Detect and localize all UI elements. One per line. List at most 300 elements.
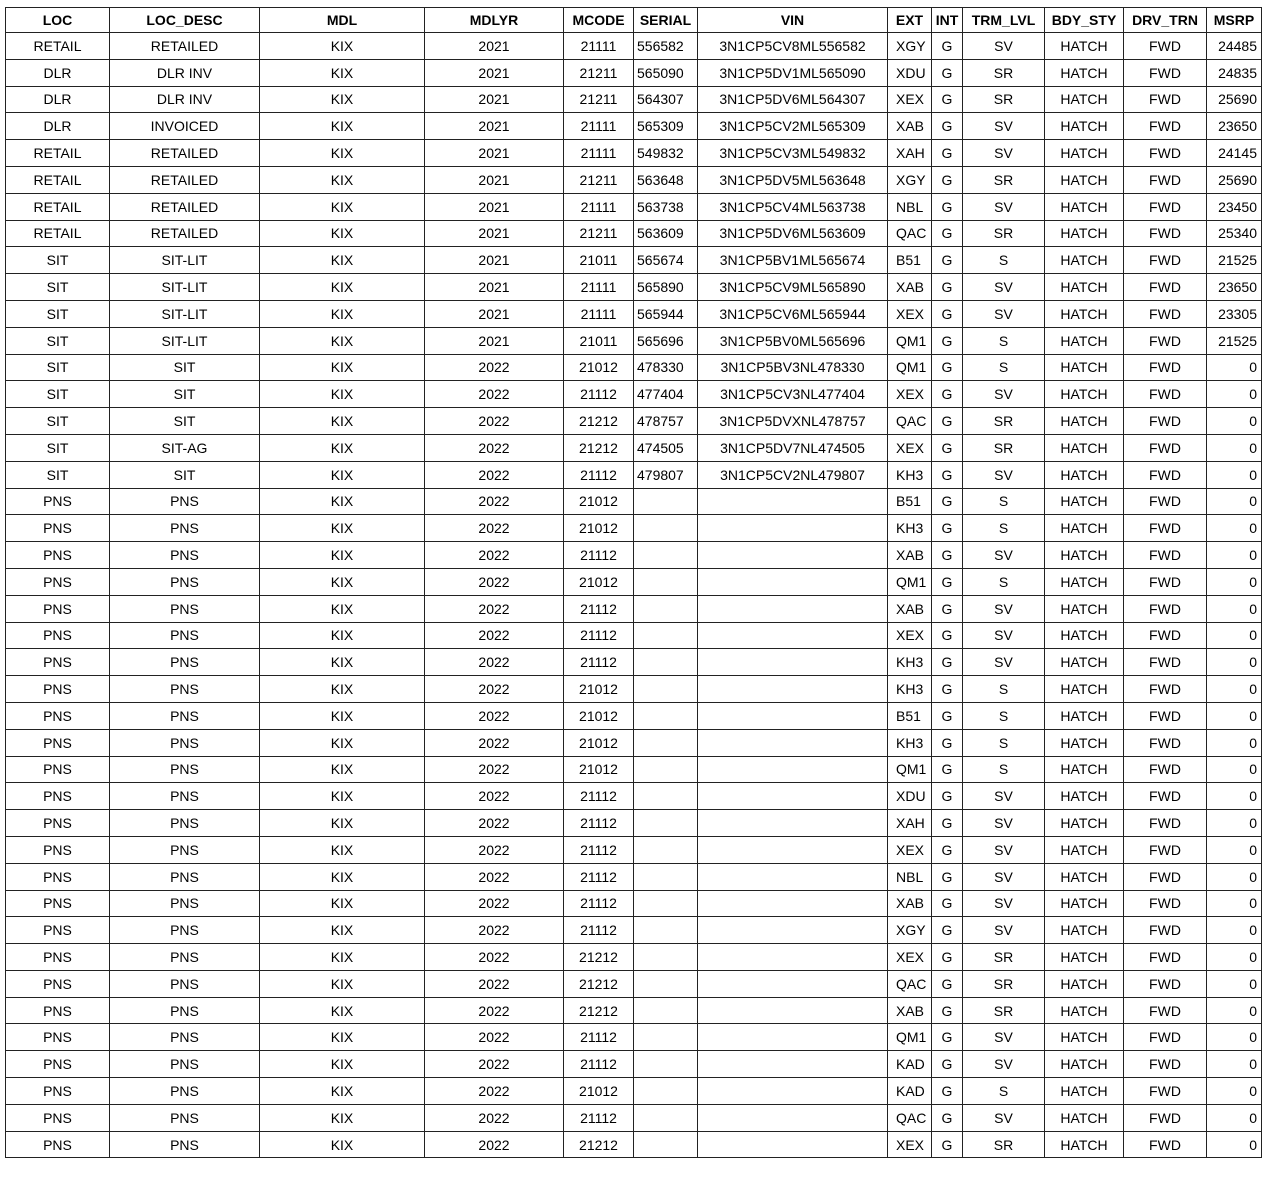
cell-int: G xyxy=(932,997,963,1024)
cell-trm-lvl: SR xyxy=(963,1131,1045,1158)
cell-bdy-sty: HATCH xyxy=(1045,59,1124,86)
cell-int: G xyxy=(932,944,963,971)
cell-ext: QM1 xyxy=(888,327,932,354)
table-row xyxy=(6,997,1262,1024)
cell-loc: DLR xyxy=(6,86,110,113)
cell-trm-lvl: SR xyxy=(963,86,1045,113)
table-row xyxy=(6,702,1262,729)
cell-int: G xyxy=(932,354,963,381)
table-row xyxy=(6,434,1262,461)
cell-loc-desc: PNS xyxy=(110,702,260,729)
cell-trm-lvl: SR xyxy=(963,408,1045,435)
cell-mcode: 21112 xyxy=(564,1051,634,1078)
cell-int: G xyxy=(932,381,963,408)
cell-mdl: KIX xyxy=(260,810,425,837)
cell-vin: 3N1CP5BV0ML565696 xyxy=(698,327,888,354)
cell-msrp: 24835 xyxy=(1207,59,1262,86)
cell-mcode: 21212 xyxy=(564,944,634,971)
cell-ext: XGY xyxy=(888,917,932,944)
cell-int: G xyxy=(932,166,963,193)
cell-drv-trn: FWD xyxy=(1124,917,1207,944)
cell-bdy-sty: HATCH xyxy=(1045,1024,1124,1051)
cell-drv-trn: FWD xyxy=(1124,1131,1207,1158)
cell-ext: QAC xyxy=(888,970,932,997)
cell-drv-trn: FWD xyxy=(1124,274,1207,301)
cell-serial xyxy=(634,676,698,703)
cell-mdl: KIX xyxy=(260,1078,425,1105)
column-header-msrp: MSRP xyxy=(1207,8,1262,33)
cell-mcode: 21112 xyxy=(564,783,634,810)
cell-mcode: 21212 xyxy=(564,970,634,997)
cell-loc-desc: SIT xyxy=(110,461,260,488)
cell-int: G xyxy=(932,274,963,301)
cell-mdlyr: 2021 xyxy=(425,86,564,113)
cell-mdl: KIX xyxy=(260,622,425,649)
cell-msrp: 0 xyxy=(1207,863,1262,890)
cell-vin xyxy=(698,917,888,944)
cell-serial xyxy=(634,702,698,729)
cell-mdlyr: 2021 xyxy=(425,140,564,167)
column-header-mcode: MCODE xyxy=(564,8,634,33)
cell-mcode: 21012 xyxy=(564,676,634,703)
cell-mcode: 21212 xyxy=(564,408,634,435)
cell-loc-desc: PNS xyxy=(110,515,260,542)
cell-loc: PNS xyxy=(6,515,110,542)
cell-mcode: 21111 xyxy=(564,274,634,301)
cell-mdl: KIX xyxy=(260,86,425,113)
cell-loc: RETAIL xyxy=(6,220,110,247)
cell-trm-lvl: S xyxy=(963,1078,1045,1105)
cell-mdlyr: 2022 xyxy=(425,622,564,649)
cell-int: G xyxy=(932,1051,963,1078)
cell-msrp: 0 xyxy=(1207,836,1262,863)
cell-ext: XAB xyxy=(888,542,932,569)
cell-loc-desc: INVOICED xyxy=(110,113,260,140)
cell-loc: PNS xyxy=(6,568,110,595)
cell-serial: 478757 xyxy=(634,408,698,435)
cell-loc: PNS xyxy=(6,783,110,810)
cell-loc-desc: SIT xyxy=(110,408,260,435)
column-header-loc-desc: LOC_DESC xyxy=(110,8,260,33)
cell-bdy-sty: HATCH xyxy=(1045,220,1124,247)
cell-drv-trn: FWD xyxy=(1124,568,1207,595)
cell-trm-lvl: S xyxy=(963,354,1045,381)
cell-loc: RETAIL xyxy=(6,33,110,60)
cell-trm-lvl: SV xyxy=(963,863,1045,890)
cell-serial xyxy=(634,595,698,622)
table-row xyxy=(6,327,1262,354)
cell-ext: XGY xyxy=(888,33,932,60)
cell-int: G xyxy=(932,515,963,542)
cell-vin xyxy=(698,729,888,756)
cell-loc-desc: PNS xyxy=(110,1131,260,1158)
table-row xyxy=(6,595,1262,622)
cell-mdl: KIX xyxy=(260,193,425,220)
cell-loc: PNS xyxy=(6,622,110,649)
cell-serial: 563738 xyxy=(634,193,698,220)
cell-serial: 474505 xyxy=(634,434,698,461)
cell-mdlyr: 2022 xyxy=(425,488,564,515)
cell-msrp: 0 xyxy=(1207,997,1262,1024)
cell-ext: XEX xyxy=(888,300,932,327)
cell-loc-desc: PNS xyxy=(110,1051,260,1078)
cell-ext: B51 xyxy=(888,247,932,274)
cell-bdy-sty: HATCH xyxy=(1045,836,1124,863)
cell-drv-trn: FWD xyxy=(1124,1104,1207,1131)
cell-mdl: KIX xyxy=(260,434,425,461)
cell-loc-desc: PNS xyxy=(110,836,260,863)
cell-mdl: KIX xyxy=(260,381,425,408)
cell-drv-trn: FWD xyxy=(1124,1078,1207,1105)
cell-loc-desc: RETAILED xyxy=(110,33,260,60)
cell-int: G xyxy=(932,756,963,783)
cell-loc-desc: SIT-LIT xyxy=(110,327,260,354)
cell-bdy-sty: HATCH xyxy=(1045,542,1124,569)
cell-ext: XEX xyxy=(888,381,932,408)
cell-msrp: 21525 xyxy=(1207,327,1262,354)
cell-mcode: 21111 xyxy=(564,33,634,60)
cell-trm-lvl: SR xyxy=(963,434,1045,461)
cell-loc-desc: PNS xyxy=(110,729,260,756)
cell-vin xyxy=(698,622,888,649)
cell-int: G xyxy=(932,702,963,729)
cell-drv-trn: FWD xyxy=(1124,86,1207,113)
cell-msrp: 0 xyxy=(1207,542,1262,569)
cell-drv-trn: FWD xyxy=(1124,756,1207,783)
cell-mcode: 21112 xyxy=(564,917,634,944)
cell-mdlyr: 2022 xyxy=(425,863,564,890)
cell-mdl: KIX xyxy=(260,113,425,140)
cell-loc: PNS xyxy=(6,890,110,917)
cell-bdy-sty: HATCH xyxy=(1045,890,1124,917)
cell-ext: KH3 xyxy=(888,649,932,676)
cell-vin: 3N1CP5DV5ML563648 xyxy=(698,166,888,193)
cell-loc: SIT xyxy=(6,274,110,301)
cell-ext: B51 xyxy=(888,488,932,515)
cell-mdl: KIX xyxy=(260,33,425,60)
cell-mdl: KIX xyxy=(260,970,425,997)
cell-mcode: 21012 xyxy=(564,1078,634,1105)
cell-loc: PNS xyxy=(6,917,110,944)
cell-loc-desc: PNS xyxy=(110,1024,260,1051)
cell-mcode: 21111 xyxy=(564,300,634,327)
cell-mcode: 21112 xyxy=(564,649,634,676)
cell-loc-desc: DLR INV xyxy=(110,59,260,86)
cell-msrp: 0 xyxy=(1207,810,1262,837)
cell-drv-trn: FWD xyxy=(1124,33,1207,60)
cell-vin: 3N1CP5CV6ML565944 xyxy=(698,300,888,327)
cell-msrp: 0 xyxy=(1207,729,1262,756)
cell-msrp: 0 xyxy=(1207,702,1262,729)
cell-vin: 3N1CP5CV3NL477404 xyxy=(698,381,888,408)
cell-trm-lvl: SV xyxy=(963,461,1045,488)
cell-serial xyxy=(634,649,698,676)
cell-ext: XAH xyxy=(888,810,932,837)
cell-loc-desc: PNS xyxy=(110,863,260,890)
cell-trm-lvl: S xyxy=(963,568,1045,595)
cell-loc: PNS xyxy=(6,1024,110,1051)
cell-loc-desc: RETAILED xyxy=(110,166,260,193)
cell-serial xyxy=(634,542,698,569)
table-row xyxy=(6,836,1262,863)
cell-mdl: KIX xyxy=(260,354,425,381)
cell-trm-lvl: SR xyxy=(963,59,1045,86)
cell-mdlyr: 2022 xyxy=(425,970,564,997)
cell-loc-desc: DLR INV xyxy=(110,86,260,113)
cell-ext: XEX xyxy=(888,836,932,863)
cell-trm-lvl: SV xyxy=(963,595,1045,622)
cell-trm-lvl: S xyxy=(963,515,1045,542)
cell-loc: DLR xyxy=(6,59,110,86)
cell-mdlyr: 2021 xyxy=(425,33,564,60)
cell-int: G xyxy=(932,434,963,461)
cell-ext: XEX xyxy=(888,622,932,649)
cell-ext: QM1 xyxy=(888,1024,932,1051)
cell-serial: 556582 xyxy=(634,33,698,60)
cell-bdy-sty: HATCH xyxy=(1045,86,1124,113)
cell-bdy-sty: HATCH xyxy=(1045,274,1124,301)
table-row xyxy=(6,1078,1262,1105)
cell-int: G xyxy=(932,247,963,274)
cell-mcode: 21112 xyxy=(564,461,634,488)
cell-mdl: KIX xyxy=(260,1104,425,1131)
cell-drv-trn: FWD xyxy=(1124,783,1207,810)
table-row xyxy=(6,140,1262,167)
cell-int: G xyxy=(932,836,963,863)
cell-drv-trn: FWD xyxy=(1124,488,1207,515)
cell-mdlyr: 2022 xyxy=(425,595,564,622)
cell-mcode: 21211 xyxy=(564,59,634,86)
cell-mcode: 21111 xyxy=(564,140,634,167)
cell-vin xyxy=(698,542,888,569)
table-row xyxy=(6,193,1262,220)
cell-ext: KAD xyxy=(888,1078,932,1105)
cell-vin: 3N1CP5CV8ML556582 xyxy=(698,33,888,60)
cell-msrp: 0 xyxy=(1207,515,1262,542)
cell-mdl: KIX xyxy=(260,1024,425,1051)
cell-int: G xyxy=(932,783,963,810)
cell-mdl: KIX xyxy=(260,917,425,944)
cell-mcode: 21012 xyxy=(564,568,634,595)
cell-int: G xyxy=(932,917,963,944)
cell-mcode: 21112 xyxy=(564,890,634,917)
inventory-table xyxy=(5,7,1262,1158)
cell-drv-trn: FWD xyxy=(1124,59,1207,86)
cell-msrp: 25340 xyxy=(1207,220,1262,247)
cell-mdl: KIX xyxy=(260,729,425,756)
cell-loc: PNS xyxy=(6,542,110,569)
cell-loc-desc: RETAILED xyxy=(110,220,260,247)
cell-serial xyxy=(634,890,698,917)
cell-loc-desc: PNS xyxy=(110,1078,260,1105)
cell-bdy-sty: HATCH xyxy=(1045,193,1124,220)
cell-bdy-sty: HATCH xyxy=(1045,756,1124,783)
cell-ext: XEX xyxy=(888,944,932,971)
cell-serial xyxy=(634,1104,698,1131)
cell-loc-desc: PNS xyxy=(110,783,260,810)
cell-mdl: KIX xyxy=(260,676,425,703)
cell-mdl: KIX xyxy=(260,220,425,247)
cell-vin xyxy=(698,863,888,890)
cell-vin: 3N1CP5CV2NL479807 xyxy=(698,461,888,488)
cell-loc-desc: PNS xyxy=(110,756,260,783)
cell-loc: SIT xyxy=(6,434,110,461)
cell-mcode: 21012 xyxy=(564,488,634,515)
cell-bdy-sty: HATCH xyxy=(1045,1131,1124,1158)
table-row xyxy=(6,568,1262,595)
cell-loc: RETAIL xyxy=(6,140,110,167)
cell-int: G xyxy=(932,595,963,622)
cell-drv-trn: FWD xyxy=(1124,220,1207,247)
cell-mcode: 21211 xyxy=(564,166,634,193)
cell-msrp: 0 xyxy=(1207,568,1262,595)
cell-vin xyxy=(698,1051,888,1078)
cell-serial xyxy=(634,515,698,542)
column-header-mdl: MDL xyxy=(260,8,425,33)
cell-trm-lvl: SV xyxy=(963,1024,1045,1051)
cell-vin xyxy=(698,1024,888,1051)
column-header-serial: SERIAL xyxy=(634,8,698,33)
cell-mdlyr: 2022 xyxy=(425,1104,564,1131)
cell-msrp: 0 xyxy=(1207,1104,1262,1131)
cell-serial xyxy=(634,863,698,890)
cell-vin xyxy=(698,890,888,917)
cell-int: G xyxy=(932,568,963,595)
cell-mdl: KIX xyxy=(260,890,425,917)
cell-ext: XAB xyxy=(888,274,932,301)
table-row xyxy=(6,729,1262,756)
cell-trm-lvl: SR xyxy=(963,166,1045,193)
cell-msrp: 24145 xyxy=(1207,140,1262,167)
column-header-mdlyr: MDLYR xyxy=(425,8,564,33)
cell-serial xyxy=(634,997,698,1024)
cell-mdl: KIX xyxy=(260,756,425,783)
cell-bdy-sty: HATCH xyxy=(1045,1051,1124,1078)
column-header-int: INT xyxy=(932,8,963,33)
cell-drv-trn: FWD xyxy=(1124,381,1207,408)
cell-msrp: 0 xyxy=(1207,917,1262,944)
table-row xyxy=(6,1104,1262,1131)
cell-bdy-sty: HATCH xyxy=(1045,810,1124,837)
cell-mdlyr: 2022 xyxy=(425,515,564,542)
cell-msrp: 0 xyxy=(1207,756,1262,783)
table-row xyxy=(6,1131,1262,1158)
cell-drv-trn: FWD xyxy=(1124,944,1207,971)
cell-vin xyxy=(698,997,888,1024)
cell-mdlyr: 2022 xyxy=(425,729,564,756)
cell-mdl: KIX xyxy=(260,863,425,890)
cell-serial xyxy=(634,1024,698,1051)
cell-drv-trn: FWD xyxy=(1124,836,1207,863)
cell-vin xyxy=(698,488,888,515)
cell-int: G xyxy=(932,1078,963,1105)
column-header-loc: LOC xyxy=(6,8,110,33)
cell-loc: PNS xyxy=(6,810,110,837)
cell-loc: RETAIL xyxy=(6,193,110,220)
cell-mdl: KIX xyxy=(260,247,425,274)
cell-trm-lvl: S xyxy=(963,729,1045,756)
cell-loc: RETAIL xyxy=(6,166,110,193)
cell-bdy-sty: HATCH xyxy=(1045,408,1124,435)
table-row xyxy=(6,166,1262,193)
cell-ext: XEX xyxy=(888,434,932,461)
cell-vin: 3N1CP5DV6ML563609 xyxy=(698,220,888,247)
table-body xyxy=(6,33,1262,1158)
cell-serial: 564307 xyxy=(634,86,698,113)
cell-loc: PNS xyxy=(6,676,110,703)
cell-bdy-sty: HATCH xyxy=(1045,568,1124,595)
cell-trm-lvl: SV xyxy=(963,836,1045,863)
cell-bdy-sty: HATCH xyxy=(1045,783,1124,810)
cell-trm-lvl: SR xyxy=(963,944,1045,971)
cell-ext: XAB xyxy=(888,890,932,917)
cell-msrp: 0 xyxy=(1207,890,1262,917)
cell-mcode: 21111 xyxy=(564,193,634,220)
cell-drv-trn: FWD xyxy=(1124,810,1207,837)
table-row xyxy=(6,381,1262,408)
cell-int: G xyxy=(932,59,963,86)
cell-mdl: KIX xyxy=(260,702,425,729)
cell-ext: XDU xyxy=(888,59,932,86)
cell-mdlyr: 2022 xyxy=(425,1024,564,1051)
cell-vin: 3N1CP5CV4ML563738 xyxy=(698,193,888,220)
cell-ext: B51 xyxy=(888,702,932,729)
cell-bdy-sty: HATCH xyxy=(1045,1104,1124,1131)
cell-trm-lvl: SR xyxy=(963,997,1045,1024)
cell-msrp: 0 xyxy=(1207,676,1262,703)
cell-drv-trn: FWD xyxy=(1124,300,1207,327)
cell-drv-trn: FWD xyxy=(1124,622,1207,649)
cell-msrp: 0 xyxy=(1207,970,1262,997)
cell-drv-trn: FWD xyxy=(1124,193,1207,220)
cell-loc-desc: SIT-LIT xyxy=(110,247,260,274)
cell-trm-lvl: SR xyxy=(963,220,1045,247)
cell-mdlyr: 2021 xyxy=(425,247,564,274)
cell-vin xyxy=(698,702,888,729)
cell-mdlyr: 2021 xyxy=(425,300,564,327)
cell-mdlyr: 2022 xyxy=(425,381,564,408)
cell-mdlyr: 2021 xyxy=(425,166,564,193)
cell-serial xyxy=(634,568,698,595)
cell-trm-lvl: S xyxy=(963,676,1045,703)
cell-trm-lvl: SV xyxy=(963,890,1045,917)
cell-msrp: 0 xyxy=(1207,783,1262,810)
cell-drv-trn: FWD xyxy=(1124,890,1207,917)
cell-mdlyr: 2022 xyxy=(425,944,564,971)
column-header-drv-trn: DRV_TRN xyxy=(1124,8,1207,33)
cell-drv-trn: FWD xyxy=(1124,1051,1207,1078)
cell-loc-desc: PNS xyxy=(110,488,260,515)
cell-loc: PNS xyxy=(6,970,110,997)
cell-trm-lvl: S xyxy=(963,702,1045,729)
table-row xyxy=(6,59,1262,86)
cell-msrp: 0 xyxy=(1207,1131,1262,1158)
cell-mcode: 21111 xyxy=(564,113,634,140)
cell-bdy-sty: HATCH xyxy=(1045,863,1124,890)
cell-mcode: 21211 xyxy=(564,86,634,113)
cell-bdy-sty: HATCH xyxy=(1045,515,1124,542)
cell-mcode: 21112 xyxy=(564,836,634,863)
cell-bdy-sty: HATCH xyxy=(1045,247,1124,274)
cell-serial xyxy=(634,488,698,515)
cell-bdy-sty: HATCH xyxy=(1045,917,1124,944)
cell-serial: 563648 xyxy=(634,166,698,193)
cell-mdlyr: 2022 xyxy=(425,542,564,569)
cell-serial: 565309 xyxy=(634,113,698,140)
cell-trm-lvl: SV xyxy=(963,649,1045,676)
cell-ext: KAD xyxy=(888,1051,932,1078)
cell-loc: DLR xyxy=(6,113,110,140)
